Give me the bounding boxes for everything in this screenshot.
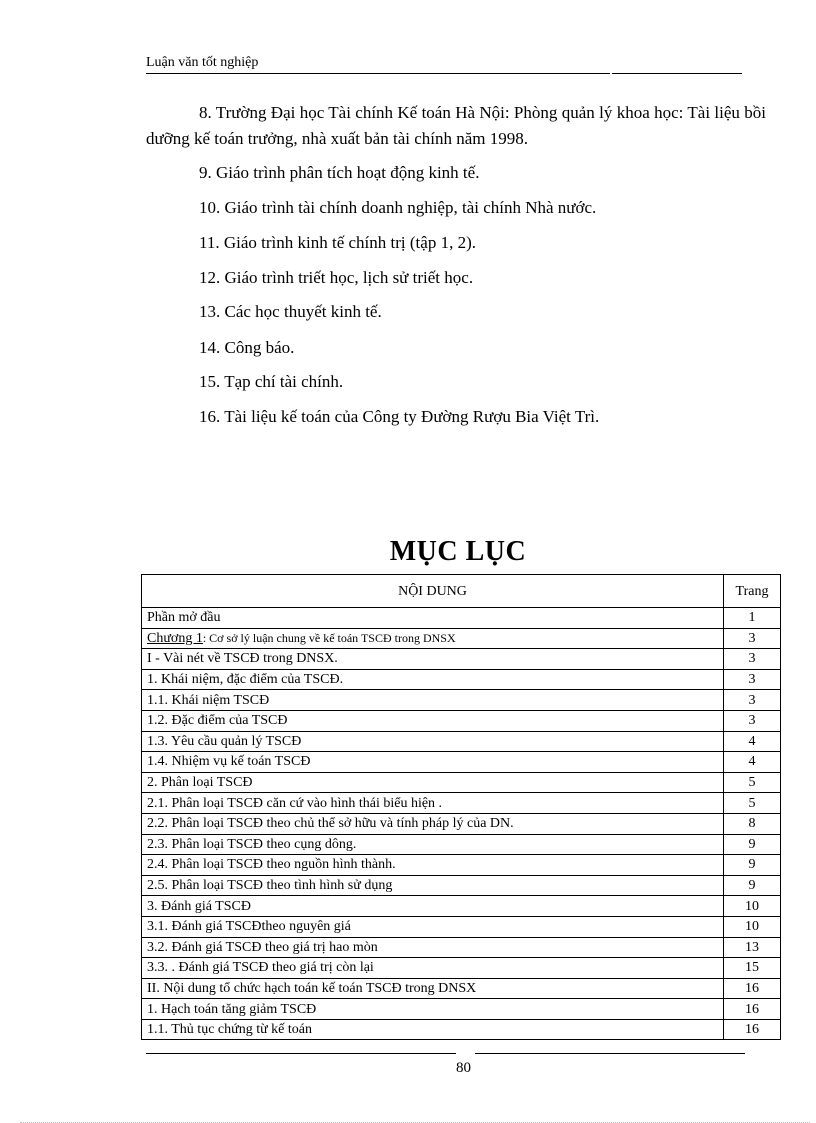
toc-page: 3	[724, 710, 781, 731]
toc-page: 1	[724, 608, 781, 629]
reference-item: 14. Công báo.	[199, 338, 295, 357]
toc-page: 15	[724, 958, 781, 979]
reference-item: 16. Tài liệu kế toán của Công ty Đường Rượu Bia Việt Trì.	[199, 407, 600, 426]
toc-entry: 2. Phân loại TSCĐ	[142, 772, 724, 793]
toc-row	[142, 937, 781, 958]
reference-item: 12. Giáo trình triết học, lịch sử triết học.	[199, 268, 474, 287]
toc-entry: 1.1. Khái niệm TSCĐ	[142, 690, 724, 711]
toc-row	[142, 834, 781, 855]
toc-entry: 3.1. Đánh giá TSCĐtheo nguyên giá	[142, 916, 724, 937]
toc-row	[142, 793, 781, 814]
toc-entry: 2.3. Phân loại TSCĐ theo cụng dông.	[142, 834, 724, 855]
toc-header-page: Trang	[724, 575, 781, 608]
toc-row	[142, 916, 781, 937]
toc-row	[142, 978, 781, 999]
toc-page: 3	[724, 669, 781, 690]
footer-rule	[146, 1053, 456, 1054]
toc-row	[142, 999, 781, 1020]
toc-row	[142, 669, 781, 690]
toc-table	[141, 574, 781, 1040]
toc-entry: 1.3. Yêu cầu quản lý TSCĐ	[142, 731, 724, 752]
toc-row	[142, 628, 781, 649]
toc-entry: 3.3. . Đánh giá TSCĐ theo giá trị còn lại	[142, 958, 724, 979]
toc-row	[142, 608, 781, 629]
toc-page: 16	[724, 978, 781, 999]
toc-row	[142, 958, 781, 979]
toc-page: 9	[724, 855, 781, 876]
toc-page: 10	[724, 896, 781, 917]
toc-page: 3	[724, 690, 781, 711]
toc-page: 10	[724, 916, 781, 937]
reference-item: 13. Các học thuyết kinh tế.	[199, 302, 382, 321]
header-rule	[146, 73, 610, 74]
toc-page: 3	[724, 628, 781, 649]
toc-page: 8	[724, 813, 781, 834]
toc-entry: 3.2. Đánh giá TSCĐ theo giá trị hao mòn	[142, 937, 724, 958]
chapter-text: : Cơ sở lý luận chung về kế toán TSCĐ trong DNSX	[202, 630, 456, 645]
toc-page: 3	[724, 649, 781, 670]
toc-entry: 1. Khái niệm, đặc điểm của TSCĐ.	[142, 669, 724, 690]
toc-entry: 1.4. Nhiệm vụ kế toán TSCĐ	[142, 752, 724, 773]
toc-header-row	[142, 575, 781, 608]
toc-row	[142, 772, 781, 793]
footer-rule-right	[475, 1053, 745, 1054]
toc-entry: 3. Đánh giá TSCĐ	[142, 896, 724, 917]
toc-row	[142, 690, 781, 711]
toc-row	[142, 875, 781, 896]
toc-entry: 2.5. Phân loại TSCĐ theo tình hình sử dụng	[142, 875, 724, 896]
toc-row	[142, 649, 781, 670]
toc-row	[142, 752, 781, 773]
toc-page: 16	[724, 1019, 781, 1040]
toc-page: 5	[724, 793, 781, 814]
toc-row	[142, 896, 781, 917]
toc-entry: 2.4. Phân loại TSCĐ theo nguồn hình thành.	[142, 855, 724, 876]
toc-row	[142, 710, 781, 731]
header-rule-right	[612, 73, 742, 74]
toc-entry: 2.1. Phân loại TSCĐ căn cứ vào hình thái biểu hiện .	[142, 793, 724, 814]
reference-item: 10. Giáo trình tài chính doanh nghiệp, tài chính Nhà nước.	[199, 198, 597, 217]
toc-row	[142, 1019, 781, 1040]
toc-entry: II. Nội dung tổ chức hạch toán kế toán TSCĐ trong DNSX	[142, 978, 724, 999]
toc-row	[142, 731, 781, 752]
toc-page: 9	[724, 875, 781, 896]
toc-entry-chapter	[142, 628, 724, 649]
toc-page: 4	[724, 752, 781, 773]
toc-page: 4	[724, 731, 781, 752]
toc-entry: 1.2. Đặc điểm của TSCĐ	[142, 710, 724, 731]
toc-title: MỤC LỤC	[389, 536, 527, 567]
reference-item: 9. Giáo trình phân tích hoạt động kinh tế.	[199, 163, 480, 182]
toc-page: 13	[724, 937, 781, 958]
toc-entry: I - Vài nét về TSCĐ trong DNSX.	[142, 649, 724, 670]
toc-page: 9	[724, 834, 781, 855]
toc-row	[142, 855, 781, 876]
toc-entry: 1. Hạch toán tăng giảm TSCĐ	[142, 999, 724, 1020]
toc-page: 16	[724, 999, 781, 1020]
chapter-label: Chương 1	[147, 630, 203, 646]
toc-entry: Phần mở đầu	[142, 608, 724, 629]
toc-page: 5	[724, 772, 781, 793]
toc-entry: 2.2. Phân loại TSCĐ theo chủ thể sở hữu và tính pháp lý của DN.	[142, 813, 724, 834]
reference-item: 8. Trường Đại học Tài chính Kế toán Hà Nội: Phòng quản lý khoa học: Tài liệu bồi dưỡng kế toán trưởng, nhà xuất bản tài chính năm 1998.	[146, 103, 766, 148]
page-number: 80	[456, 1060, 471, 1076]
reference-item: 11. Giáo trình kinh tế chính trị (tập 1, 2).	[199, 233, 476, 252]
page-header-title: Luận văn tốt nghiệp	[146, 55, 259, 70]
toc-header-content: NỘI DUNG	[142, 575, 724, 608]
toc-entry: 1.1. Thủ tục chứng từ kế toán	[142, 1019, 724, 1040]
toc-row	[142, 813, 781, 834]
reference-item: 15. Tạp chí tài chính.	[199, 372, 344, 391]
